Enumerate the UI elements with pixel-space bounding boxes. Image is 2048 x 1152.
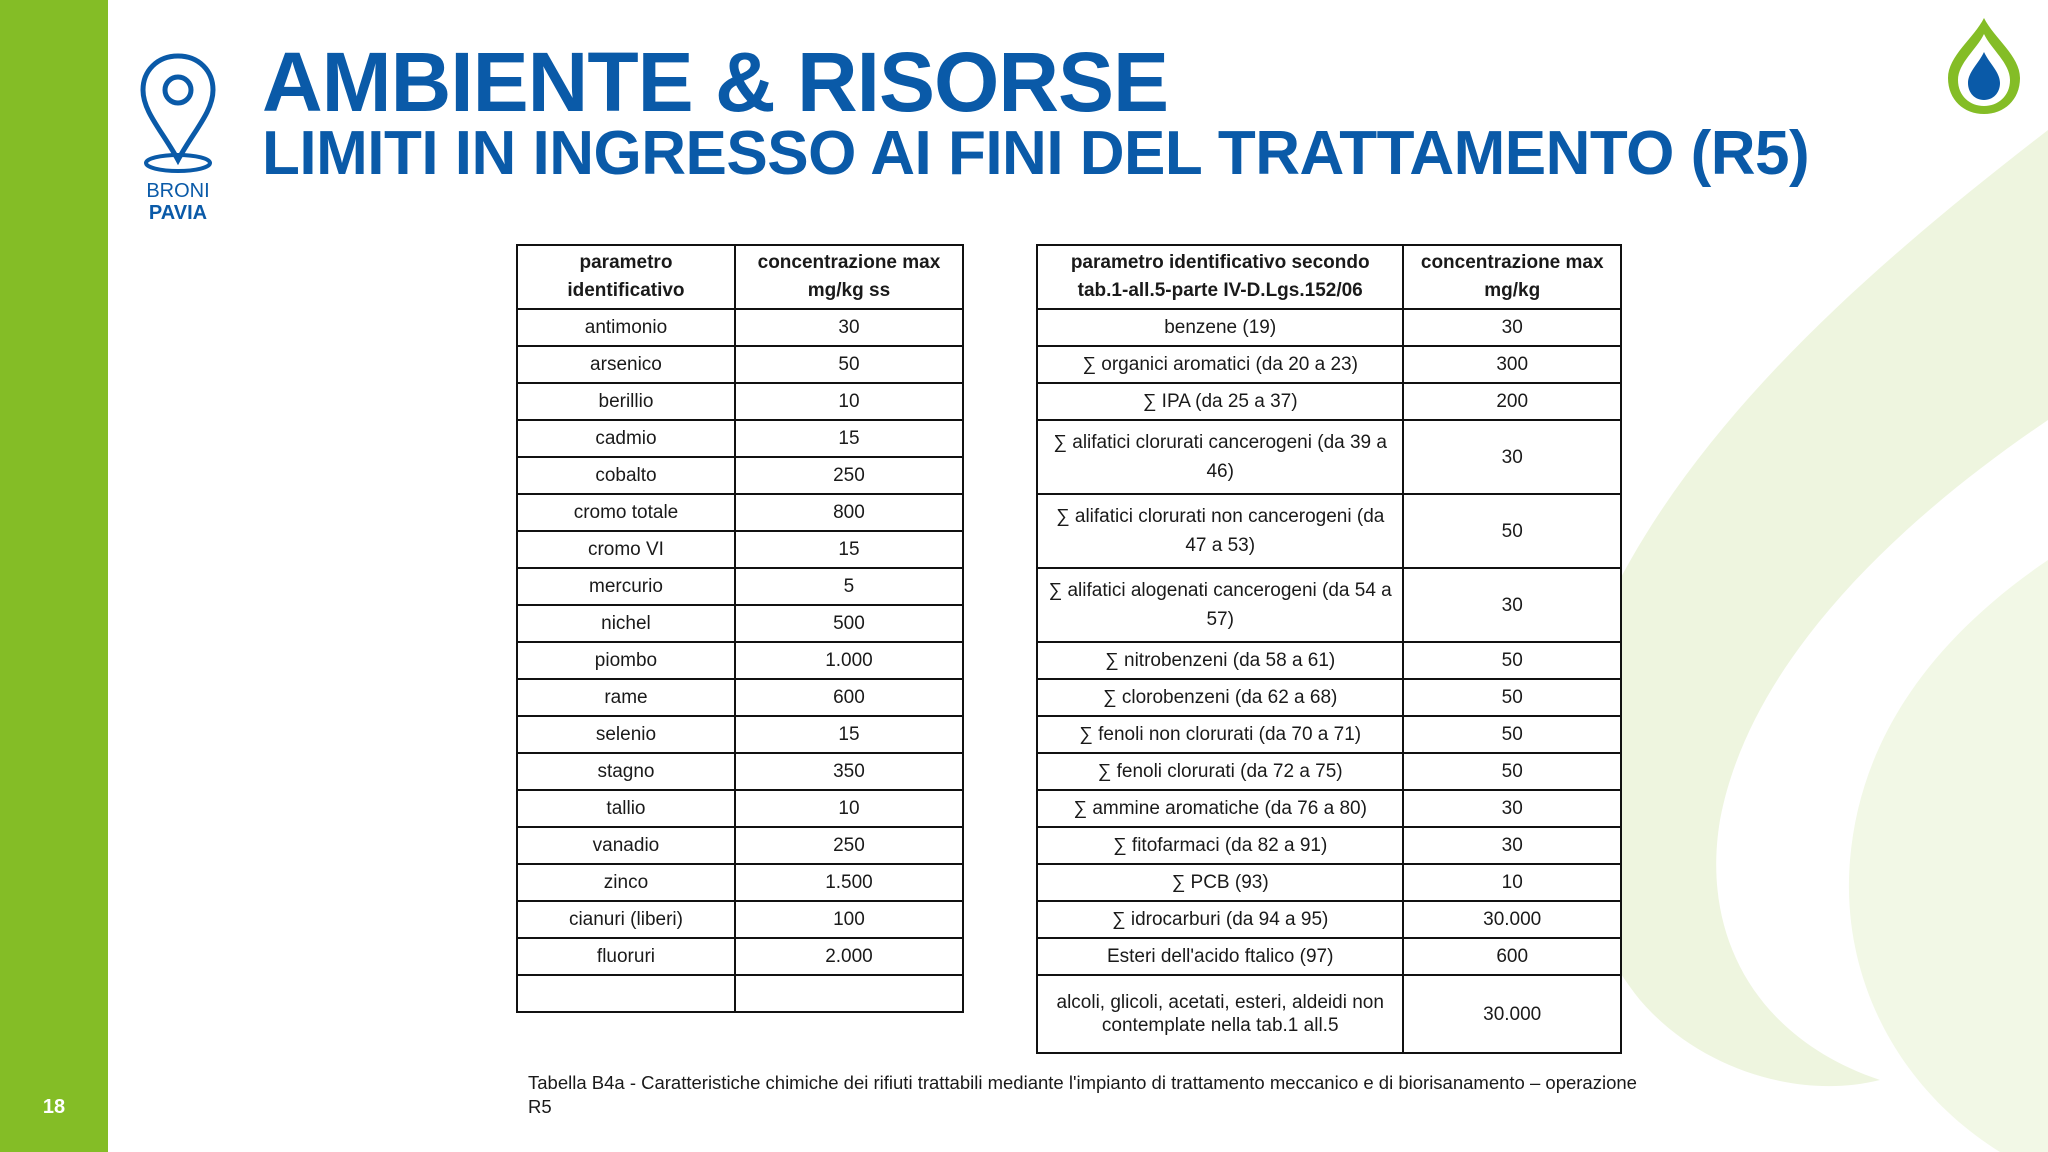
concentration-cell: 200 xyxy=(1403,383,1621,420)
table-row xyxy=(517,568,963,605)
parameter-cell: ∑ organici aromatici (da 20 a 23) xyxy=(1037,346,1403,383)
parameter-cell: Esteri dell'acido ftalico (97) xyxy=(1037,938,1403,975)
parameter-cell: arsenico xyxy=(517,346,735,383)
table-row xyxy=(1037,790,1621,827)
parameter-cell: rame xyxy=(517,679,735,716)
parameter-cell: piombo xyxy=(517,642,735,679)
empty-table-row xyxy=(517,975,963,1012)
concentration-cell: 50 xyxy=(1403,679,1621,716)
parameter-cell: alcoli, glicoli, acetati, esteri, aldeidi non contemplate nella tab.1 all.5 xyxy=(1037,975,1403,1053)
table-row xyxy=(1037,975,1621,1053)
parameter-cell: ∑ alifatici clorurati non cancerogeni (da 47 a 53) xyxy=(1037,494,1403,568)
flame-drop-logo-icon xyxy=(1944,16,2024,116)
concentration-cell: 30 xyxy=(735,309,963,346)
parameter-cell: antimonio xyxy=(517,309,735,346)
table-row xyxy=(1037,864,1621,901)
parameter-cell: nichel xyxy=(517,605,735,642)
table-row xyxy=(1037,679,1621,716)
concentration-cell: 600 xyxy=(735,679,963,716)
table-row xyxy=(517,420,963,457)
table-row xyxy=(517,494,963,531)
concentration-cell: 600 xyxy=(1403,938,1621,975)
parameter-cell: zinco xyxy=(517,864,735,901)
parameter-cell: ∑ fenoli clorurati (da 72 a 75) xyxy=(1037,753,1403,790)
concentration-cell: 250 xyxy=(735,457,963,494)
concentration-cell: 350 xyxy=(735,753,963,790)
concentration-cell: 50 xyxy=(1403,753,1621,790)
parameter-cell: ∑ clorobenzeni (da 62 a 68) xyxy=(1037,679,1403,716)
concentration-cell: 30.000 xyxy=(1403,901,1621,938)
concentration-cell: 1.500 xyxy=(735,864,963,901)
table-row xyxy=(517,864,963,901)
concentration-cell: 30 xyxy=(1403,790,1621,827)
table-row xyxy=(517,716,963,753)
parameter-cell: ∑ alifatici alogenati cancerogeni (da 54 a 57) xyxy=(1037,568,1403,642)
table-caption: Tabella B4a - Caratteristiche chimiche dei rifiuti trattabili mediante l'impianto di trattamento meccanico e di biorisanamento – operazione R5 xyxy=(528,1072,1637,1117)
empty-cell xyxy=(517,975,735,1012)
table-row xyxy=(1037,420,1621,494)
table-row xyxy=(1037,346,1621,383)
table-row xyxy=(1037,753,1621,790)
location-city: BRONI xyxy=(146,180,210,202)
table-row xyxy=(517,642,963,679)
table-row xyxy=(517,790,963,827)
concentration-cell: 30 xyxy=(1403,568,1621,642)
concentration-cell: 1.000 xyxy=(735,642,963,679)
table-row xyxy=(517,901,963,938)
table-row xyxy=(1037,901,1621,938)
page-subtitle: LIMITI IN INGRESSO AI FINI DEL TRATTAMENTO (R5) xyxy=(262,119,1810,188)
empty-cell xyxy=(735,975,963,1012)
table-row xyxy=(1037,494,1621,568)
concentration-cell: 50 xyxy=(1403,494,1621,568)
parameter-cell: ∑ ammine aromatiche (da 76 a 80) xyxy=(1037,790,1403,827)
table-row xyxy=(517,346,963,383)
parameter-cell: cromo totale xyxy=(517,494,735,531)
concentration-cell: 50 xyxy=(1403,642,1621,679)
table-row xyxy=(1037,938,1621,975)
concentration-cell: 5 xyxy=(735,568,963,605)
parameter-cell: cianuri (liberi) xyxy=(517,901,735,938)
table-right-limits xyxy=(1036,244,1622,1054)
table-row xyxy=(1037,827,1621,864)
table-row xyxy=(517,605,963,642)
table-row xyxy=(517,827,963,864)
table-row xyxy=(517,309,963,346)
concentration-cell: 300 xyxy=(1403,346,1621,383)
concentration-cell: 50 xyxy=(1403,716,1621,753)
concentration-cell: 100 xyxy=(735,901,963,938)
concentration-cell: 10 xyxy=(735,790,963,827)
concentration-cell: 15 xyxy=(735,531,963,568)
table-row xyxy=(1037,642,1621,679)
table-row xyxy=(1037,568,1621,642)
concentration-cell: 30 xyxy=(1403,309,1621,346)
parameter-cell: cobalto xyxy=(517,457,735,494)
concentration-cell: 30 xyxy=(1403,420,1621,494)
concentration-cell: 15 xyxy=(735,420,963,457)
parameter-cell: mercurio xyxy=(517,568,735,605)
parameter-cell: selenio xyxy=(517,716,735,753)
parameter-cell: benzene (19) xyxy=(1037,309,1403,346)
parameter-cell: berillio xyxy=(517,383,735,420)
location-province: PAVIA xyxy=(148,202,208,224)
table-row xyxy=(1037,309,1621,346)
parameter-cell: ∑ nitrobenzeni (da 58 a 61) xyxy=(1037,642,1403,679)
column-header: concentrazione max mg/kg xyxy=(1403,245,1621,309)
table-row xyxy=(517,679,963,716)
parameter-cell: ∑ IPA (da 25 a 37) xyxy=(1037,383,1403,420)
parameter-cell: stagno xyxy=(517,753,735,790)
parameter-cell: fluoruri xyxy=(517,938,735,975)
concentration-cell: 30 xyxy=(1403,827,1621,864)
parameter-cell: ∑ PCB (93) xyxy=(1037,864,1403,901)
table-row xyxy=(517,531,963,568)
parameter-cell: tallio xyxy=(517,790,735,827)
left-accent-bar xyxy=(0,0,108,1152)
table-row xyxy=(517,383,963,420)
concentration-cell: 15 xyxy=(735,716,963,753)
table-row xyxy=(517,753,963,790)
parameter-cell: vanadio xyxy=(517,827,735,864)
concentration-cell: 10 xyxy=(735,383,963,420)
concentration-cell: 50 xyxy=(735,346,963,383)
table-left-limits xyxy=(516,244,964,1013)
concentration-cell: 500 xyxy=(735,605,963,642)
table-row xyxy=(517,938,963,975)
map-pin-icon xyxy=(135,50,221,176)
parameter-cell: ∑ fenoli non clorurati (da 70 a 71) xyxy=(1037,716,1403,753)
table-header-row xyxy=(1037,245,1621,309)
concentration-cell: 800 xyxy=(735,494,963,531)
parameter-cell: cromo VI xyxy=(517,531,735,568)
page-number: 18 xyxy=(42,1096,66,1118)
concentration-cell: 250 xyxy=(735,827,963,864)
table-row xyxy=(1037,716,1621,753)
table-header-row xyxy=(517,245,963,309)
concentration-cell: 10 xyxy=(1403,864,1621,901)
column-header: parametro identificativo secondo tab.1-all.5-parte IV-D.Lgs.152/06 xyxy=(1037,245,1403,309)
parameter-cell: ∑ idrocarburi (da 94 a 95) xyxy=(1037,901,1403,938)
page-title: AMBIENTE & RISORSE xyxy=(262,35,1169,129)
parameter-cell: cadmio xyxy=(517,420,735,457)
table-row xyxy=(517,457,963,494)
parameter-cell: ∑ fitofarmaci (da 82 a 91) xyxy=(1037,827,1403,864)
table-row xyxy=(1037,383,1621,420)
column-header: concentrazione max mg/kg ss xyxy=(735,245,963,309)
concentration-cell: 2.000 xyxy=(735,938,963,975)
column-header: parametro identificativo xyxy=(517,245,735,309)
concentration-cell: 30.000 xyxy=(1403,975,1621,1053)
location-block xyxy=(132,50,224,224)
parameter-cell: ∑ alifatici clorurati cancerogeni (da 39 a 46) xyxy=(1037,420,1403,494)
